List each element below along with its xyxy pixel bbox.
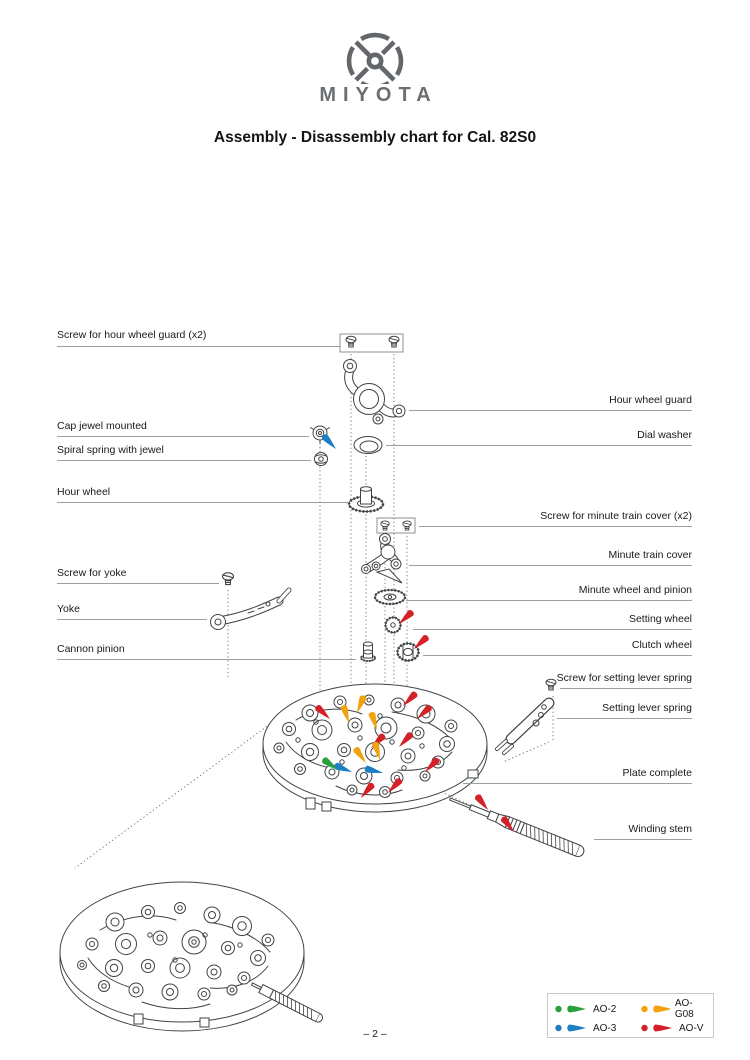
leader-line <box>409 565 692 566</box>
leader-line <box>419 526 692 527</box>
clutch-wheel-drawing <box>398 644 419 661</box>
setting-wheel-drawing <box>386 618 401 633</box>
minute-train-cover-drawing <box>362 534 403 584</box>
legend-label-ao3: AO-3 <box>593 1022 617 1034</box>
label-setting-wheel: Setting wheel <box>628 613 692 625</box>
brand-name: MIYOTA <box>319 84 438 106</box>
label-screw-hour-wheel-guard: Screw for hour wheel guard (x2) <box>57 329 207 341</box>
legend-item-aog08 <box>640 998 707 1020</box>
screw-setting-lever-spring-drawing <box>546 679 556 690</box>
leader-line <box>463 783 692 784</box>
legend-item-ao2 <box>554 998 640 1020</box>
leader-line <box>57 619 207 620</box>
label-hour-wheel: Hour wheel <box>57 486 111 498</box>
screw-for-yoke-drawing <box>223 573 234 585</box>
label-screw-minute-train-cover: Screw for minute train cover (x2) <box>540 510 692 522</box>
leader-line <box>57 659 356 660</box>
legend-label-ao2: AO-2 <box>593 1003 617 1015</box>
leader-line <box>57 583 219 584</box>
ao2-arrow-icon <box>554 1003 588 1015</box>
leader-line <box>57 502 349 503</box>
leader-line <box>386 445 692 446</box>
dial-washer-drawing <box>354 437 382 454</box>
label-spiral-spring: Spiral spring with jewel <box>57 444 164 456</box>
label-clutch-wheel: Clutch wheel <box>631 639 692 651</box>
leader-line <box>594 839 692 840</box>
leader-line <box>57 346 341 347</box>
label-hour-wheel-guard: Hour wheel guard <box>609 394 692 406</box>
hour-wheel-guard-drawing <box>344 360 406 425</box>
label-minute-wheel: Minute wheel and pinion <box>578 584 692 596</box>
label-winding-stem: Winding stem <box>628 823 692 835</box>
cannon-pinion-drawing <box>361 642 375 661</box>
leader-line <box>409 410 692 411</box>
label-minute-train-cover: Minute train cover <box>608 549 692 561</box>
leader-line <box>57 460 311 461</box>
leader-line <box>413 629 692 630</box>
label-screw-for-yoke: Screw for yoke <box>57 567 127 579</box>
spiral-spring-drawing <box>315 453 328 466</box>
minute-wheel-drawing <box>375 590 405 604</box>
aog08-arrow-icon <box>640 1003 670 1015</box>
label-cap-jewel: Cap jewel mounted <box>57 420 147 432</box>
page-number: – 2 – <box>363 1028 387 1040</box>
winding-stem-drawing <box>448 794 586 859</box>
leader-line <box>423 655 692 656</box>
screws-hour-wheel-guard-drawing <box>340 334 403 352</box>
leader-line <box>557 718 692 719</box>
label-setting-lever-spring: Setting lever spring <box>602 702 692 714</box>
label-cannon-pinion: Cannon pinion <box>57 643 125 655</box>
leader-line <box>57 436 309 437</box>
screws-minute-train-cover-drawing <box>377 518 415 533</box>
leader-line <box>406 600 692 601</box>
label-plate-complete: Plate complete <box>622 767 692 779</box>
yoke-drawing <box>211 590 290 630</box>
hour-wheel-drawing <box>349 487 383 512</box>
assembled-movement-drawing <box>60 882 324 1031</box>
label-dial-washer: Dial washer <box>637 429 692 441</box>
page-title: Assembly - Disassembly chart for Cal. 82S0 <box>213 129 537 146</box>
legend-label-aog08: AO-G08 <box>674 998 694 1020</box>
label-screw-setting-lever-spring: Screw for setting lever spring <box>556 672 692 684</box>
label-yoke: Yoke <box>57 603 80 615</box>
legend-label-aov: AO-V <box>679 1022 704 1034</box>
leader-line <box>560 688 692 689</box>
